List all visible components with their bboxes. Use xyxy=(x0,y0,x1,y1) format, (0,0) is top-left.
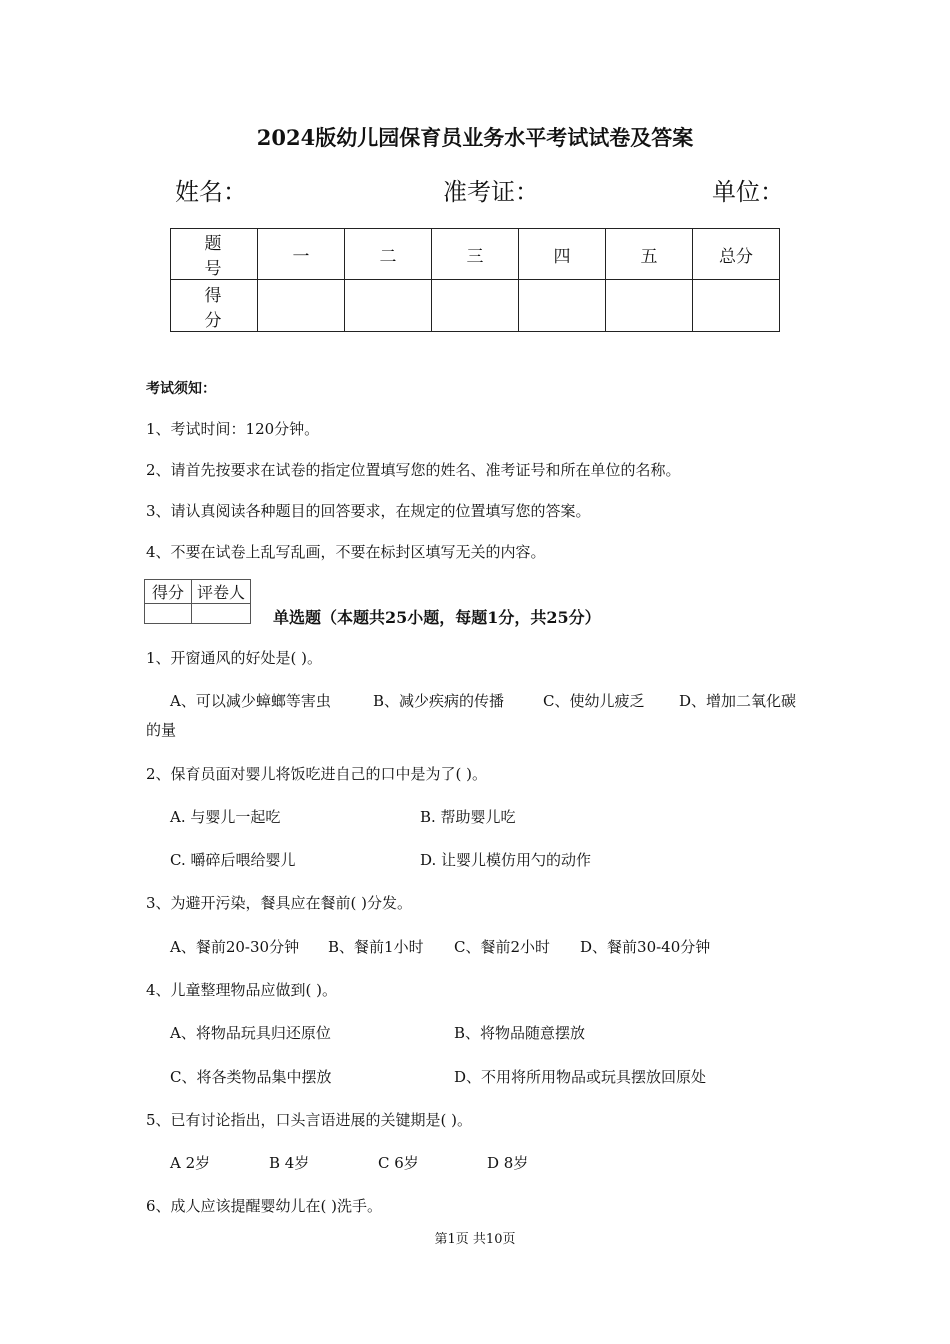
score-cell[interactable] xyxy=(432,280,519,332)
question-stem: 5、已有讨论指出，口头言语进展的关键期是( )。 xyxy=(146,1111,473,1129)
score-table-header-row xyxy=(171,229,780,280)
name-field-label: 姓名： xyxy=(175,178,247,206)
question-option[interactable]: D、餐前30-40分钟 xyxy=(580,938,711,956)
question-option[interactable]: B、餐前1小时 xyxy=(328,938,424,956)
question-option[interactable]: C 6岁 xyxy=(378,1154,419,1172)
score-cell[interactable] xyxy=(258,280,345,332)
question-option[interactable]: D. 让婴儿模仿用勺的动作 xyxy=(420,851,592,869)
score-table-header-cell: 五 xyxy=(606,229,693,280)
question-option[interactable]: C. 嚼碎后喂给婴儿 xyxy=(170,851,296,869)
grader-score-label: 得分 xyxy=(145,580,192,604)
question-stem: 3、为避开污染，餐具应在餐前( )分发。 xyxy=(146,894,413,912)
question-option[interactable]: C、将各类物品集中摆放 xyxy=(170,1068,332,1086)
score-cell[interactable] xyxy=(693,280,780,332)
page-footer: 第1页 共10页 xyxy=(434,1232,516,1247)
question-option-continuation: 的量 xyxy=(146,721,177,739)
question-stem: 1、开窗通风的好处是( )。 xyxy=(146,649,323,667)
question-option[interactable]: C、使幼儿疲乏 xyxy=(543,692,645,710)
score-cell[interactable] xyxy=(345,280,432,332)
question-option[interactable]: A 2岁 xyxy=(170,1154,211,1172)
question-option[interactable]: B、将物品随意摆放 xyxy=(454,1024,586,1042)
score-table-header-label: 题 号 xyxy=(171,229,258,280)
score-table xyxy=(170,228,780,332)
question-option[interactable]: A、可以减少蟑螂等害虫 xyxy=(170,692,331,710)
score-table-row-label: 得 分 xyxy=(171,280,258,332)
score-table-header-cell: 四 xyxy=(519,229,606,280)
notice-heading: 考试须知： xyxy=(146,381,216,397)
question-option[interactable]: D 8岁 xyxy=(487,1154,529,1172)
question-option[interactable]: A. 与婴儿一起吃 xyxy=(170,808,281,826)
score-table-header-cell: 三 xyxy=(432,229,519,280)
grader-table xyxy=(144,579,251,624)
score-cell[interactable] xyxy=(519,280,606,332)
notice-item: 2、请首先按要求在试卷的指定位置填写您的姓名、准考证号和所在单位的名称。 xyxy=(146,461,681,479)
score-table-score-row xyxy=(171,280,780,332)
page-title: 2024版幼儿园保育员业务水平考试试卷及答案 xyxy=(256,125,694,150)
question-option[interactable]: A、餐前20-30分钟 xyxy=(170,938,300,956)
grader-reviewer-cell[interactable] xyxy=(192,604,251,624)
question-option[interactable]: B. 帮助婴儿吃 xyxy=(420,808,516,826)
score-table-header-cell: 总分 xyxy=(693,229,780,280)
question-option[interactable]: D、不用将所用物品或玩具摆放回原处 xyxy=(454,1068,707,1086)
notice-item: 1、考试时间：120分钟。 xyxy=(146,420,320,438)
grader-score-cell[interactable] xyxy=(145,604,192,624)
question-option[interactable]: D、增加二氧化碳 xyxy=(679,692,797,710)
question-option[interactable]: C、餐前2小时 xyxy=(454,938,551,956)
question-option[interactable]: A、将物品玩具归还原位 xyxy=(170,1024,331,1042)
score-table-header-cell: 一 xyxy=(258,229,345,280)
score-cell[interactable] xyxy=(606,280,693,332)
question-stem: 4、儿童整理物品应做到( )。 xyxy=(146,981,338,999)
score-table-header-cell: 二 xyxy=(345,229,432,280)
grader-reviewer-label: 评卷人 xyxy=(192,580,251,604)
question-option[interactable]: B 4岁 xyxy=(269,1154,310,1172)
notice-item: 4、不要在试卷上乱写乱画，不要在标封区填写无关的内容。 xyxy=(146,543,546,561)
unit-field-label: 单位： xyxy=(712,178,784,206)
section-title: 单选题（本题共25小题，每题1分，共25分） xyxy=(273,608,601,627)
question-option[interactable]: B、减少疾病的传播 xyxy=(373,692,505,710)
exam-id-field-label: 准考证： xyxy=(443,178,539,206)
question-stem: 6、成人应该提醒婴幼儿在( )洗手。 xyxy=(146,1197,383,1215)
question-stem: 2、保育员面对婴儿将饭吃进自己的口中是为了( )。 xyxy=(146,765,488,783)
notice-item: 3、请认真阅读各种题目的回答要求，在规定的位置填写您的答案。 xyxy=(146,502,591,520)
